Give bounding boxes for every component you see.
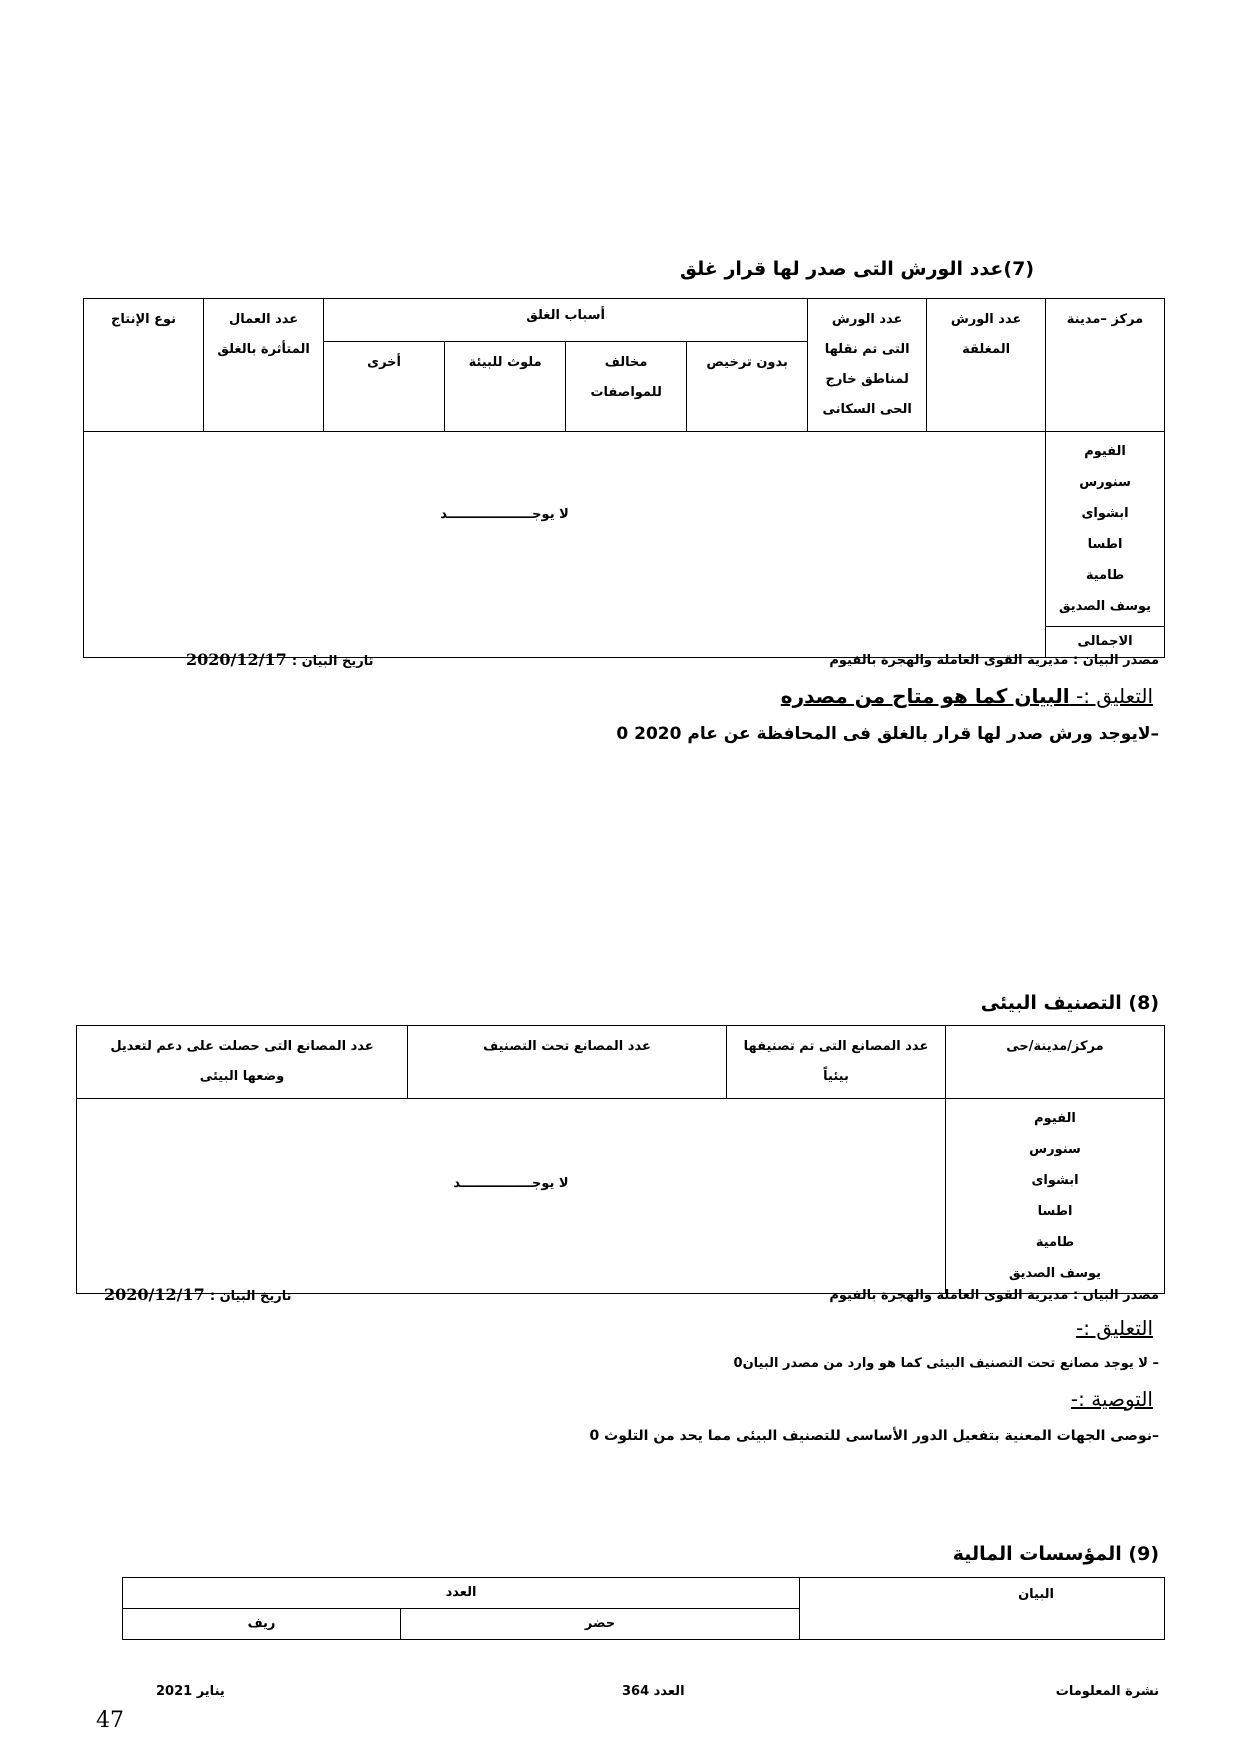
section7-note: –لايوجد ورش صدر لها قرار بالغلق فى المحافظة عن عام 2020 0: [616, 724, 1159, 744]
col-center: مركز –مدينة: [1046, 299, 1165, 432]
section8-recommend: –نوصى الجهات المعنية بتفعيل الدور الأساسى للتصنيف البيئى مما يحد من التلوث 0: [589, 1428, 1159, 1444]
col-polluting: ملوث للبيئة: [445, 342, 566, 432]
footer-bulletin: نشرة المعلومات: [1055, 1684, 1159, 1699]
section8-date: تاريخ البيان : 2020/12/17: [104, 1285, 292, 1304]
center-row: الفيوم: [1034, 1111, 1076, 1126]
col-other: أخرى: [324, 342, 445, 432]
total-row: الاجمالى: [1046, 627, 1165, 658]
section9-title: (9) المؤسسات المالية: [952, 1543, 1159, 1565]
section8-source: مصدر البيان : مديرية القوى العاملة والهجرة بالفيوم: [829, 1288, 1159, 1303]
none-cell: لا يوجــــــــــــــــد: [77, 1099, 946, 1294]
center-row: اطسا: [1087, 537, 1123, 552]
col-no-license: بدون ترخيص: [687, 342, 808, 432]
col-violating: مخالف للمواصفات: [566, 342, 687, 432]
col-item: البيان: [800, 1578, 1165, 1640]
footer-issue: العدد 364: [622, 1684, 685, 1699]
col-urban: حضر: [401, 1609, 800, 1640]
col-closed: عدد الورش المغلقة: [927, 299, 1046, 432]
center-row: يوسف الصديق: [1008, 1266, 1102, 1281]
center-row: ابشواى: [1031, 1173, 1079, 1188]
center-row: طامية: [1035, 1235, 1075, 1250]
col-moved: عدد الورش التى تم نقلها لمناطق خارج الحى السكانى: [808, 299, 927, 432]
col-count: العدد: [123, 1578, 800, 1609]
col-classified: عدد المصانع التى تم تصنيفها بيئياً: [727, 1026, 946, 1099]
page-number: 47: [96, 1708, 124, 1733]
center-row: سنورس: [1029, 1142, 1081, 1157]
closed-workshops-table: [83, 298, 1165, 658]
center-row: يوسف الصديق: [1058, 599, 1152, 614]
environmental-classification-table: [76, 1025, 1165, 1294]
section7-source: مصدر البيان : مديرية القوى العاملة والهجرة بالفيوم: [829, 653, 1159, 668]
section7-date: تاريخ البيان : 2020/12/17: [186, 650, 374, 669]
section8-recommend-label: التوصية :-: [1070, 1387, 1153, 1411]
col-production: نوع الإنتاج: [84, 299, 204, 432]
center-row: سنورس: [1079, 475, 1131, 490]
section7-comment: التعليق :- البيان كما هو متاح من مصدره: [780, 684, 1153, 708]
center-row: ابشواى: [1081, 506, 1129, 521]
col-center: مركز/مدينة/حى: [946, 1026, 1165, 1099]
center-list: [1046, 432, 1165, 627]
none-cell: لا يوجـــــــــــــــــــد: [84, 432, 1046, 658]
section7-title: (7)عدد الورش التى صدر لها قرار غلق: [680, 258, 1034, 280]
col-support: عدد المصانع التى حصلت على دعم لتعديل وضعها البيئى: [77, 1026, 408, 1099]
section8-comment: – لا يوجد مصانع تحت التصنيف البيئى كما هو وارد من مصدر البيان0: [733, 1356, 1159, 1371]
col-rural: ريف: [123, 1609, 401, 1640]
col-reasons: أسباب الغلق: [324, 299, 808, 342]
center-row: اطسا: [1037, 1204, 1073, 1219]
financial-institutions-table: [122, 1577, 1165, 1640]
footer-month: يناير 2021: [156, 1684, 225, 1699]
section8-comment-label: التعليق :-: [1076, 1316, 1153, 1340]
center-list: [946, 1099, 1165, 1294]
center-row: طامية: [1085, 568, 1125, 583]
section8-title: (8) التصنيف البيئى: [980, 992, 1159, 1014]
col-under-classification: عدد المصانع تحت التصنيف: [408, 1026, 727, 1099]
center-row: الفيوم: [1084, 444, 1126, 459]
col-workers: عدد العمال المتأثرة بالغلق: [204, 299, 324, 432]
